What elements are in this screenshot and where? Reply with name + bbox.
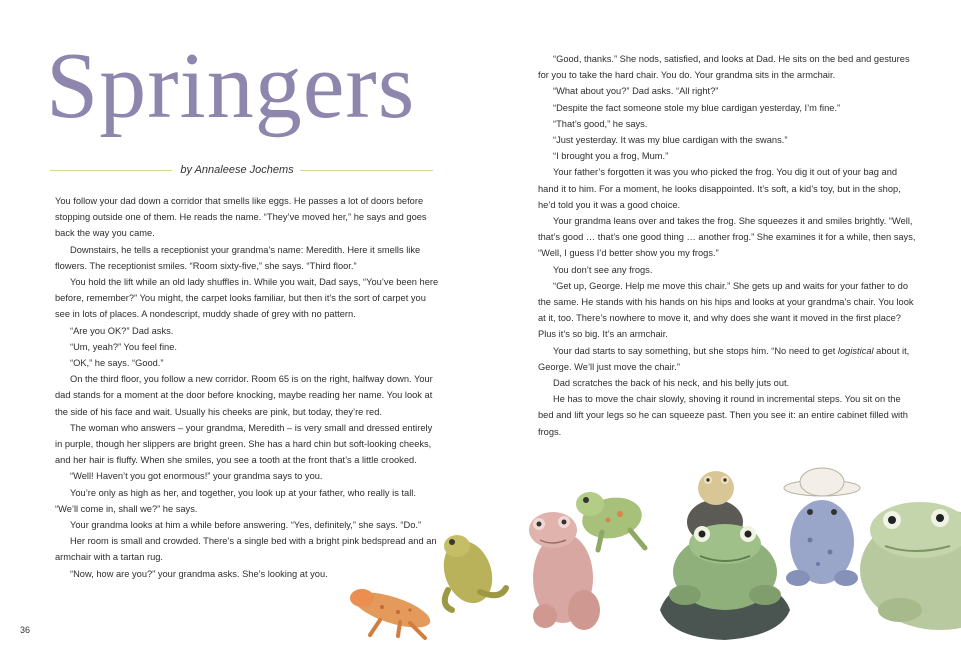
paragraph-text: Your dad starts to say something, but she stops him. “No need to get <box>553 345 838 356</box>
paragraph-text: about it, George. We’ll just move the chair.” <box>538 345 910 372</box>
blue-frog-figurine <box>784 468 860 586</box>
paragraph: You follow your dad down a corridor that smells like eggs. He passes a lot of doors before stopping outside one of them. He reads the name. “They’ve moved her,” he says and goes back the way you came. <box>55 196 427 239</box>
paragraph: Downstairs, he tells a receptionist your grandma’s name: Meredith. Here it smells like flowers. The receptionist smiles. “Room sixty-five,” she says. “Third floor.” <box>55 244 421 271</box>
large-green-frog-figurine <box>860 502 961 630</box>
paragraph: “Are you OK?” Dad asks. <box>70 325 174 336</box>
paragraph: Your grandma looks at him a while before answering. “Yes, definitely,” she says. “Do.” <box>70 520 422 531</box>
page-number: 36 <box>20 625 31 635</box>
article-title: Springers <box>46 34 416 138</box>
italic-word: logistical <box>837 345 874 356</box>
paragraph: “Just yesterday. It was my blue cardigan with the swans.” <box>553 135 788 146</box>
paragraph: You’re only as high as her, and together, you look up at your father, who really is tall. “We’ll come in, shall we?” he says. <box>55 487 416 514</box>
paragraph: He has to move the chair slowly, shoving it round in incremental steps. You sit on the bed and lift your legs so he can squeeze past. Then you see it: an entire cabinet filled with frogs. <box>538 394 908 437</box>
paragraph: “OK,” he says. “Good.” <box>70 358 164 369</box>
byline-rule-right <box>300 170 433 171</box>
frog-figurines-illustration <box>340 460 961 655</box>
paragraph: “I brought you a frog, Mum.” <box>553 151 669 162</box>
paragraph: “Get up, George. Help me move this chair.” She gets up and waits for your father to do the same. He stands with his hands on his hips and looks at your grandma’s chair. You look at it, too. There’s nowhere to move it, and why does she want it moved in the first place? Plus it’s so big. It’s an armchair. <box>538 280 914 340</box>
paragraph: “What about you?” Dad asks. “All right?” <box>553 86 719 97</box>
paragraph: On the third floor, you follow a new corridor. Room 65 is on the right, halfway down. Your dad stands for a moment at the door before knocking, maybe reading her name. You look at the side of his face and wait. Usually his cheeks are pink, but today, they’re red. <box>55 374 433 417</box>
byline: by Annaleese Jochems <box>180 164 294 176</box>
paragraph: “Good, thanks.” She nods, satisfied, and looks at Dad. He sits on the bed and gestures for you to take the hard chair. You do. Your grandma sits in the armchair. <box>538 54 910 81</box>
paragraph: “Um, yeah?” You feel fine. <box>70 341 177 352</box>
orange-frog-figurine <box>350 585 434 638</box>
paragraph: Your grandma leans over and takes the frog. She squeezes it and smiles brightly. “Well, that’s good … that’s one good thing … another frog.” She examines it for a while, then says, “Well, I guess I’d better show you my frogs.” <box>538 216 916 259</box>
byline-row <box>50 162 433 178</box>
paragraph: “Well! Haven’t you got enormous!” your grandma says to you. <box>70 471 323 482</box>
green-leaping-frog-figurine <box>576 492 645 550</box>
right-column <box>538 51 916 440</box>
paragraph: “Now, how are you?” your grandma asks. She’s looking at you. <box>70 568 328 579</box>
paragraph: Dad scratches the back of his neck, and his belly juts out. <box>553 378 790 389</box>
paragraph: The woman who answers – your grandma, Meredith – is very small and dressed entirely in purple, though her slippers are bright green. She has a hard chin but soft-looking cheeks, and her hair is fluffy. When she smiles, you see a tooth at the front that’s a little crooked. <box>55 422 433 466</box>
paragraph: You hold the lift while an old lady shuffles in. While you wait, Dad says, “You’ve been here before, remember?” You might, the carpet looks familiar, but then it’s the sort of carpet you see in lots of places. A nondescript, muddy shade of grey with no pattern. <box>55 277 439 320</box>
paragraph: Her room is small and crowded. There’s a single bed with a bright pink bedspread and an armchair with a tartan rug. <box>55 536 437 563</box>
paragraph <box>538 343 916 375</box>
paragraph: “Despite the fact someone stole my blue cardigan yesterday, I’m fine.” <box>553 102 841 113</box>
paragraph: You don’t see any frogs. <box>553 264 653 275</box>
olive-frog-figurine <box>435 534 506 610</box>
paragraph: “That’s good,” he says. <box>553 118 648 129</box>
green-frog-on-pedestal-figurine <box>660 524 790 640</box>
paragraph: Your father’s forgotten it was you who picked the frog. You dig it out of your bag and hand it to him. For a moment, he looks disappointed. It’s soft, a kid’s toy, but in the shop, he’d told you it was a good choice. <box>538 167 901 210</box>
byline-rule-left <box>50 170 172 171</box>
